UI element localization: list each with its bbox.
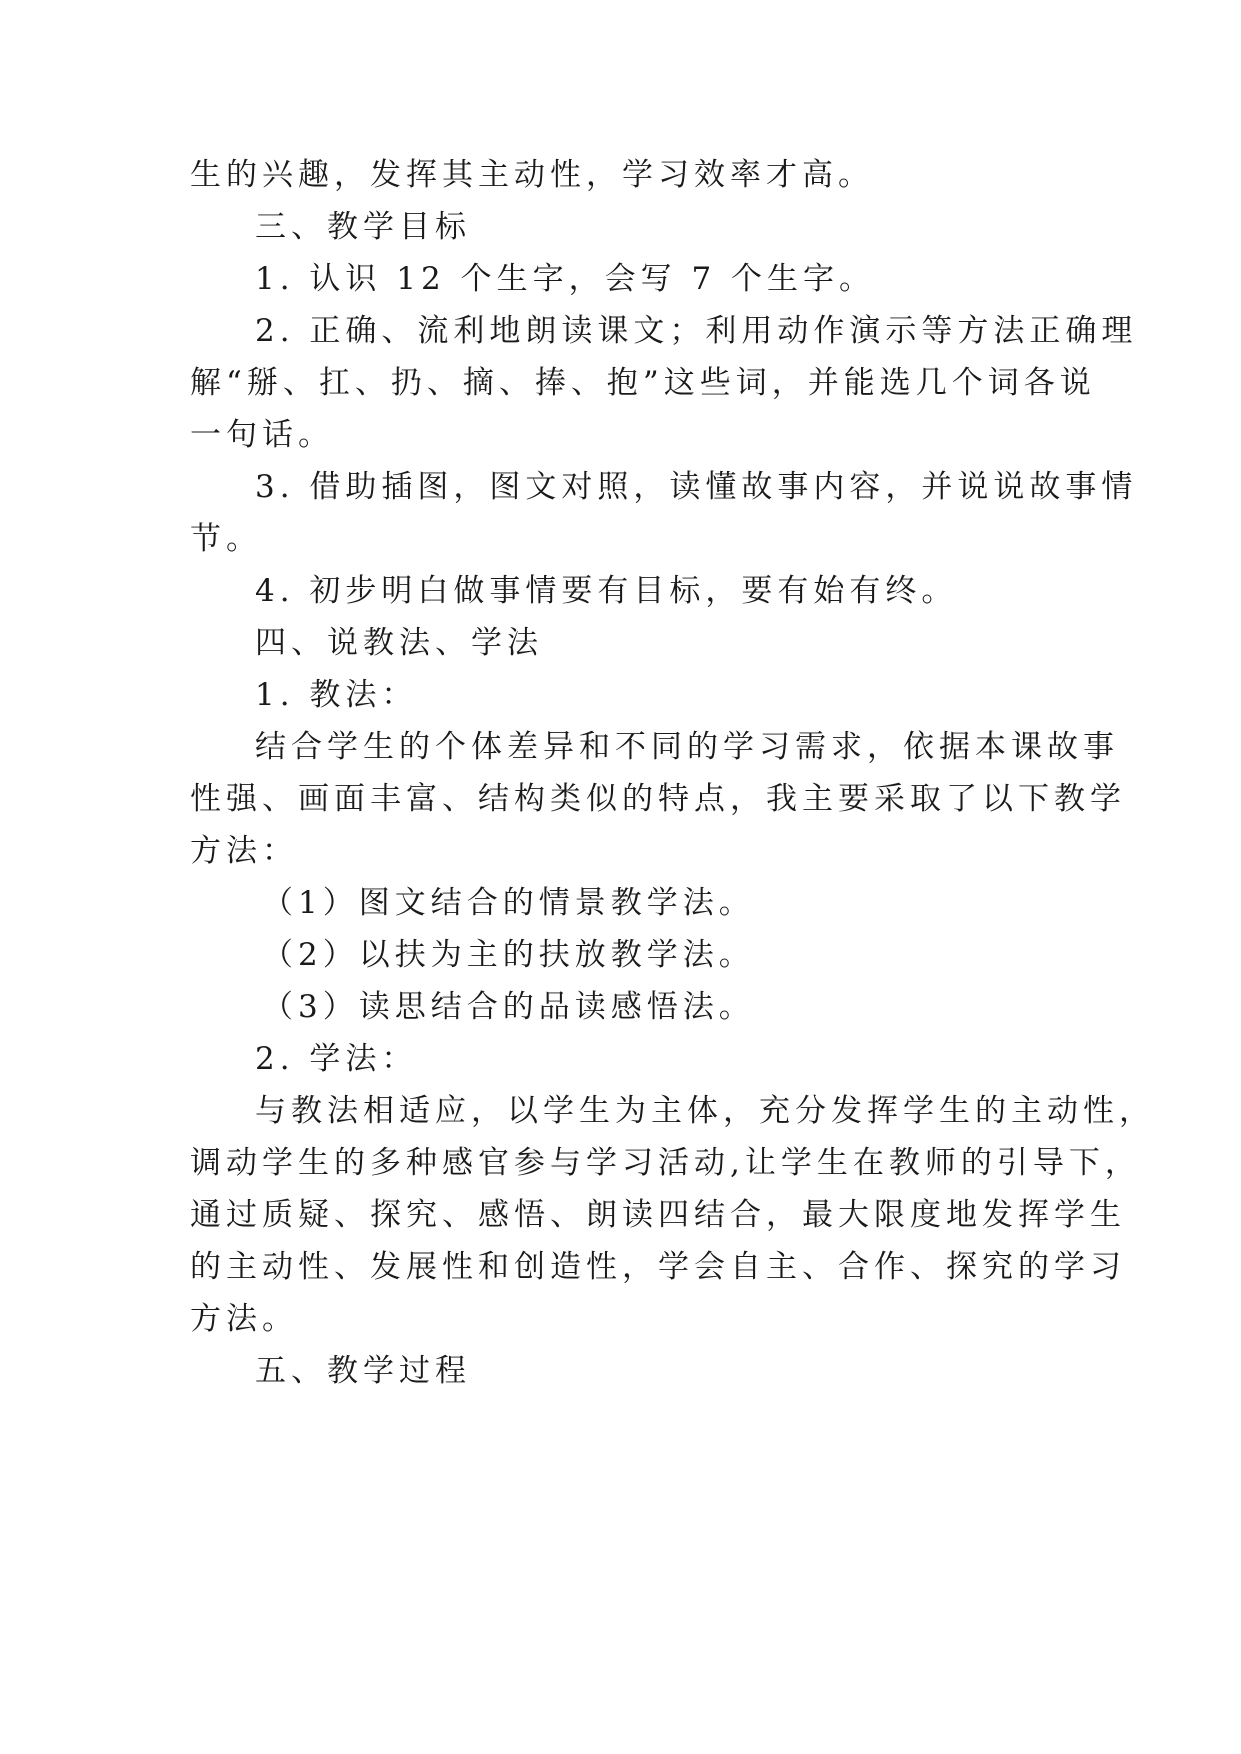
text-line: 的主动性、发展性和创造性，学会自主、合作、探究的学习 (190, 1249, 1126, 1285)
text-line: 方法： (190, 833, 298, 869)
section-heading: 三、教学目标 (255, 209, 471, 245)
text-line: 与教法相适应，以学生为主体，充分发挥学生的主动性， (255, 1093, 1155, 1129)
text-line: 一句话。 (190, 417, 334, 453)
text-line: 1. 教法： (255, 677, 418, 713)
section-heading: 五、教学过程 (255, 1353, 471, 1389)
list-item: （1）图文结合的情景教学法。 (262, 885, 755, 921)
text-line: 生的兴趣，发挥其主动性，学习效率才高。 (190, 157, 874, 193)
text-line: 2. 学法： (255, 1041, 418, 1077)
text-line: 通过质疑、探究、感悟、朗读四结合，最大限度地发挥学生 (190, 1197, 1126, 1233)
text-line: 2. 正确、流利地朗读课文；利用动作演示等方法正确理 (255, 313, 1138, 349)
text-line: 节。 (190, 521, 262, 557)
section-heading: 四、说教法、学法 (255, 625, 543, 661)
text-line: 4. 初步明白做事情要有目标，要有始有终。 (255, 573, 958, 609)
text-line: 方法。 (190, 1301, 298, 1337)
list-item: （3）读思结合的品读感悟法。 (262, 989, 755, 1025)
text-line: 结合学生的个体差异和不同的学习需求，依据本课故事 (255, 729, 1119, 765)
text-line: 解“掰、扛、扔、摘、捧、抱”这些词，并能选几个词各说 (190, 365, 1096, 401)
text-line: 1. 认识 12 个生字，会写 7 个生字。 (255, 261, 876, 297)
text-line: 3. 借助插图，图文对照，读懂故事内容，并说说故事情 (255, 469, 1138, 505)
text-line: 调动学生的多种感官参与学习活动,让学生在教师的引导下， (190, 1145, 1141, 1181)
text-line: 性强、画面丰富、结构类似的特点，我主要采取了以下教学 (190, 781, 1126, 817)
list-item: （2）以扶为主的扶放教学法。 (262, 937, 755, 973)
